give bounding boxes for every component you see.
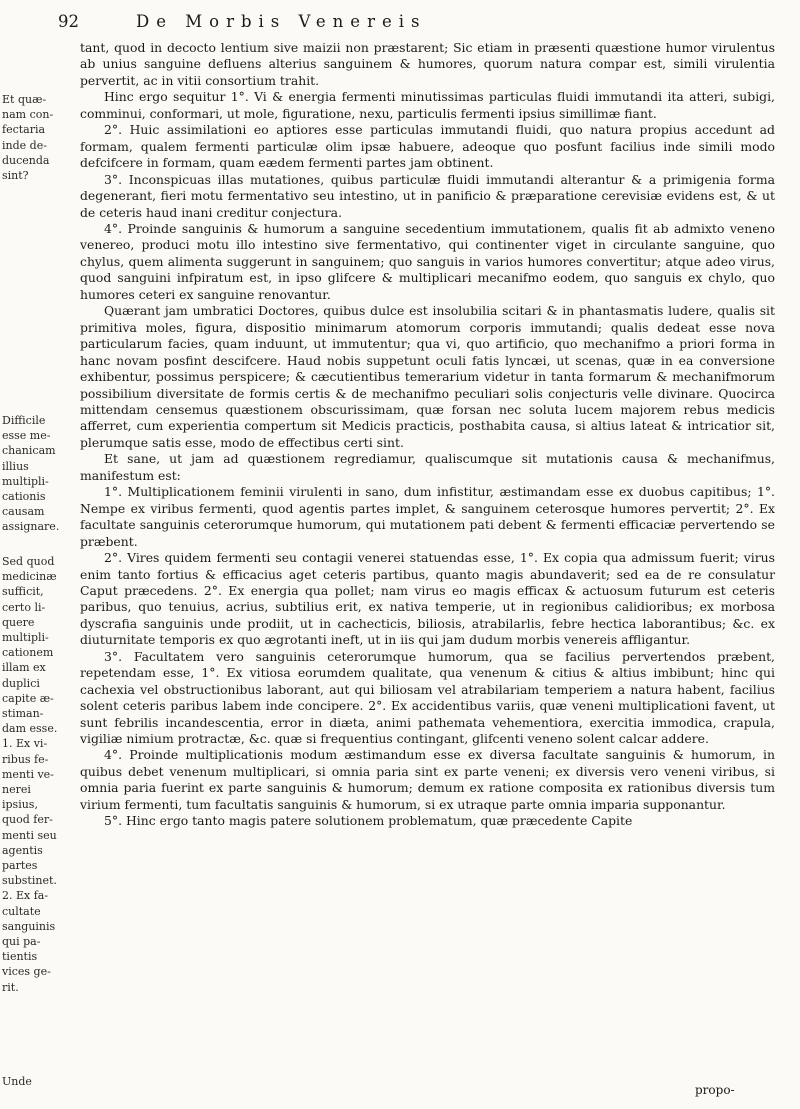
paragraph: 3°. Facultatem vero sanguinis ceterorumque humorum, qua se facilius pervertendos præbent, repetendam esse, 1°. Ex vitiosa eorumdem qualitate, qua venenum & citius & altius imbibunt; hinc qui cachexia vel obstructionibus laborant, aut qui biliosam vel atrabilariam temperiem a natura habent, facilius solent ceteris paribus labem inde concipere. 2°. Ex accidentibus variis, quæ veneni multiplicationi favent, ut sunt febrilis incandescentia, error in diæta, animi pathemata vehementiora, exercitia immodica, crapula, vigiliæ nimium protractæ, &c. quæ si frequentius contingant, glifcenti veneno solent calcar addere.	[80, 648, 775, 747]
main-text	[80, 40, 775, 830]
paragraph: Et sane, ut jam ad quæstionem regrediamur, qualiscumque sit mutationis causa & mechanifmus, manifestum est:	[80, 451, 775, 483]
paragraph: 2°. Huic assimilationi eo aptiores esse particulas immutandi fluidi, quo natura propius accedunt ad formam, qualem fermenti particulæ olim ipsæ habuere, adeoque quo posfunt facilius inde simili modo defcifcere in formam, quam eædem fermenti partes jam obtinent.	[80, 122, 775, 171]
paragraph: 2°. Vires quidem fermenti seu contagii venerei statuendas esse, 1°. Ex copia qua admissum fuerit; virus enim tanto fortius & efficacius aget ceteris partibus, quanto magis abundaverit; sed ea de re consulatur Caput præcedens. 2°. Ex energia qua pollet; nam virus eo magis efficax & actuosum futurum est ceteris paribus, quo tenuius, acrius, subtilius erit, ex nativa temperie, ut in regionibus calidioribus; ex morbosa dyscrafia sanguinis unde prodiit, ut in cachecticis, biliosis, atrabilarlis, febre hectica laborantibus; &c. ex diuturnitate temporis ex quo ægrotanti ineft, ut in iis qui jam dudum morbis venereis affligantur.	[80, 550, 775, 648]
running-title: De Morbis Venereis	[136, 12, 427, 31]
margin-note: Difficile esse me-chanicam illius multipli-cationis causam assignare.	[2, 414, 60, 534]
paragraph: 4°. Proinde sanguinis & humorum a sanguine secedentium immutationem, qualis fit ab admixto veneno venereo, produci motu illo intestino sive fermentativo, qui continenter viget in circulante sanguine, quo chylus, quem alimenta suggerunt in sanguinem; quo sanguis in varios humores convertitur; atque adeo virus, quod sanguini infpiratum est, in ipso glifcere & multiplicari mecanifmo eodem, quo sanguis ex chylo, quo humores ceteri ex sanguine renovantur.	[80, 220, 775, 302]
catchword: propo-	[695, 1083, 735, 1097]
margin-note: Unde	[2, 1075, 32, 1088]
paragraph: 3°. Inconspicuas illas mutationes, quibus particulæ fluidi immutandi alterantur & a primigenia forma degenerant, fieri motu fermentativo seu intestino, ut in panificio & præparatione cerevisiæ evidens est, & ut de ceteris haud inani creditur conjectura.	[80, 171, 775, 220]
paragraph: Hinc ergo sequitur 1°. Vi & energia fermenti minutissimas particulas fluidi immutandi ita atteri, subigi, comminui, conformari, ut mole, figuratione, nexu, particulis fermenti ipsius simillimæ fiant.	[80, 89, 775, 121]
paragraph: Quærant jam umbratici Doctores, quibus dulce est insolubilia scitari & in phantasmatis ludere, qualis sit primitiva moles, figura, dispositio minimarum atomorum corporis immutandi; qualis dedeat esse nova particularum facies, quam induunt, ut immutentur; qua vi, quo artificio, quo mechanifmo a priori forma in hanc novam posfint descifcere. Haud nobis suppetunt oculi fatis lyncæi, ut scenas, quæ in ea conversione exhibentur, possimus perspicere; & cæcutientibus temerarium videtur in tanta formarum & mechanifmorum possibilium diversitate de formis certis & de mechanifmo peculiari solis conjecturis velle divinare. Quocirca mittendam censemus quæstionem obscurissimam, quæ forsan nec soluta lucem majorem rebus medicis afferret, cum experientia compertum sit Medicis practicis, posthabita causa, si altius lateat & intricatior sit, plerumque satis esse, modo de effectibus certi sint.	[80, 303, 775, 450]
paragraph: 5°. Hinc ergo tanto magis patere solutionem problematum, quæ præcedente Capite	[104, 813, 633, 829]
margin-note: Sed quod medicinæ sufficit, certo li-quere multipli-cationem illam ex duplici capite æ-stiman-dam esse. 1. Ex vi-ribus fe-menti ve-nerei ipsius, quod fer-menti seu agentis partes substinet. 2. Ex fa-cultate sanguinis qui pa-tientis vices ge-rit.	[2, 555, 58, 994]
running-header	[58, 12, 766, 36]
paragraph: 1°. Multiplicationem feminii virulenti in sano, dum infistitur, æstimandam esse ex duobus capitibus; 1°. Nempe ex viribus fermenti, quod agentis partes implet, & sanguinem ceterosque humores pervertit; 2°. Ex facultate sanguinis ceterorumque humorum, qui mutationem pati debent & fermenti efficaciæ pervertendo se præbent.	[80, 484, 775, 549]
paragraph: 4°. Proinde multiplicationis modum æstimandum esse ex diversa facultate sanguinis & humorum, in quibus debet venenum multiplicari, si omnia paria sint ex parte veneni; ex diversis vero veneni viribus, si omnia paria fuerint ex parte sanguinis & humorum; demum ex ratione composita ex rationibus diversis tum virium fermenti, tum facultatis sanguinis & humorum, si ex utraque parte omnia imparia supponantur.	[80, 747, 775, 812]
paragraph: tant, quod in decocto lentium sive maizii non præstarent; Sic etiam in præsenti quæstione humor virulentus ab unius sanguine defluens alterius sanguinem & humores, quorum natura compar est, simili virulentia pervertit, ac in vitii consortium trahit.	[80, 40, 775, 88]
margin-note: Et quæ-nam con-fectaria inde de-ducenda sint?	[2, 93, 54, 183]
page-number: 92	[58, 12, 79, 31]
